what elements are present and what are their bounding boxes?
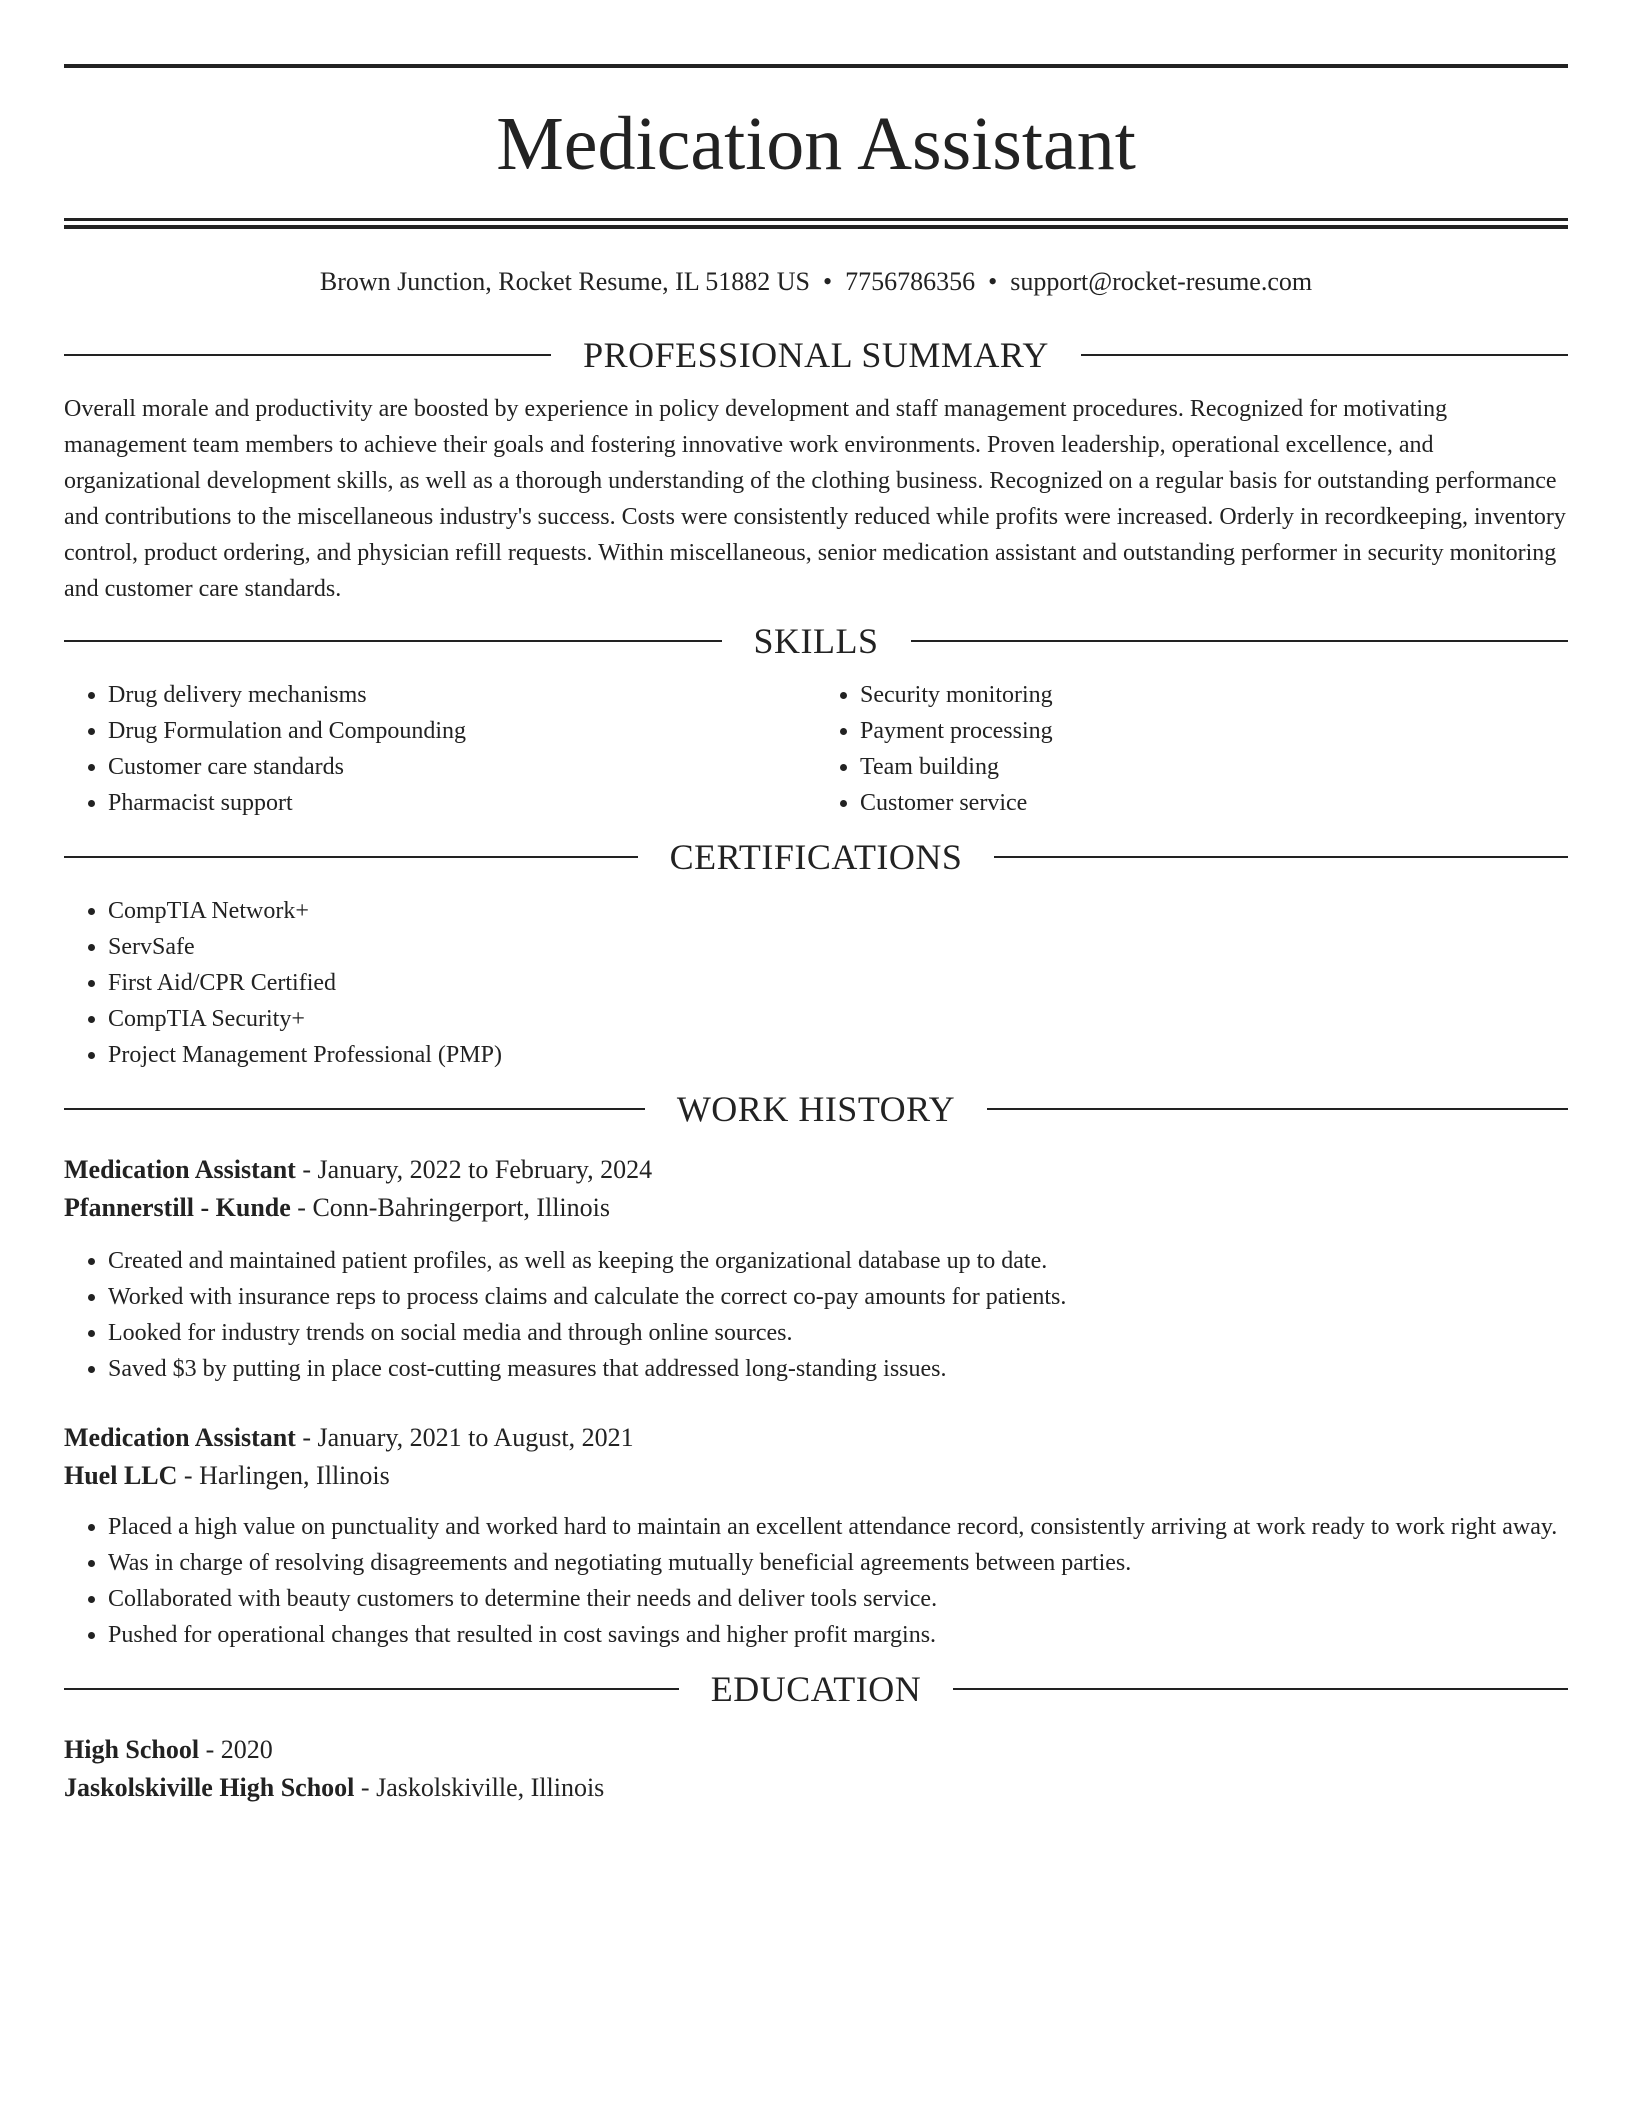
job-company-line bbox=[64, 1189, 1568, 1227]
education-school: Jaskolskiville High School bbox=[64, 1773, 355, 1802]
certifications-list bbox=[64, 893, 1568, 1073]
contact-line bbox=[64, 265, 1568, 299]
job-title: Medication Assistant bbox=[64, 1423, 296, 1452]
education-heading: EDUCATION bbox=[710, 1669, 922, 1709]
contact-address: Brown Junction, Rocket Resume, IL 51882 US bbox=[319, 267, 810, 296]
job-bullets bbox=[64, 1243, 1568, 1387]
education-dash: - bbox=[354, 1773, 377, 1802]
section-rule bbox=[953, 1688, 1568, 1690]
section-rule bbox=[911, 640, 1569, 642]
skill-item: • Team building bbox=[860, 749, 1568, 785]
candidate-name: Medication Assistant bbox=[496, 102, 1136, 186]
education-degree: High School bbox=[64, 1735, 200, 1764]
job-dash: - bbox=[295, 1155, 318, 1184]
skill-item: • Drug Formulation and Compounding bbox=[108, 713, 816, 749]
job-title-line bbox=[64, 1419, 1568, 1457]
contact-phone: 7756786356 bbox=[845, 267, 976, 296]
section-rule bbox=[64, 856, 638, 858]
certifications-heading: CERTIFICATIONS bbox=[669, 837, 963, 877]
skills-grid bbox=[64, 677, 1568, 821]
section-rule bbox=[64, 640, 722, 642]
job-bullet: • Placed a high value on punctuality and worked hard to maintain an excellent attendance record, consistently arriving at work ready to work right away. bbox=[108, 1509, 1568, 1545]
summary-heading: PROFESSIONAL SUMMARY bbox=[583, 335, 1049, 375]
section-rule bbox=[64, 1108, 645, 1110]
job-entry bbox=[64, 1419, 1568, 1653]
job-bullet: • Worked with insurance reps to process claims and calculate the correct co-pay amounts for patients. bbox=[108, 1279, 1568, 1315]
skills-section-header bbox=[64, 619, 1568, 663]
skill-item: • Security monitoring bbox=[860, 677, 1568, 713]
certifications-section-header bbox=[64, 835, 1568, 879]
work-heading: WORK HISTORY bbox=[676, 1089, 956, 1129]
job-company: Pfannerstill - Kunde bbox=[64, 1193, 291, 1222]
job-bullet: • Pushed for operational changes that resulted in cost savings and higher profit margins. bbox=[108, 1617, 1568, 1653]
job-bullet: • Created and maintained patient profiles, as well as keeping the organizational database up to date. bbox=[108, 1243, 1568, 1279]
education-dash: - bbox=[199, 1735, 221, 1764]
contact-separator: • bbox=[988, 267, 998, 296]
job-dates: January, 2022 to February, 2024 bbox=[317, 1155, 653, 1184]
job-entry bbox=[64, 1151, 1568, 1387]
contact-separator: • bbox=[822, 267, 833, 296]
job-title: Medication Assistant bbox=[64, 1155, 296, 1184]
section-rule bbox=[987, 1108, 1568, 1110]
job-company: Huel LLC bbox=[64, 1461, 178, 1490]
skill-item: • Drug delivery mechanisms bbox=[108, 677, 816, 713]
certification-item: • First Aid/CPR Certified bbox=[108, 965, 1568, 1001]
education-school-line bbox=[64, 1769, 1568, 1807]
skill-item: • Customer care standards bbox=[108, 749, 816, 785]
job-location: Conn-Bahringerport, Illinois bbox=[312, 1193, 610, 1222]
job-dates: January, 2021 to August, 2021 bbox=[317, 1423, 634, 1452]
section-rule bbox=[1081, 354, 1568, 356]
job-dash: - bbox=[290, 1193, 313, 1222]
skills-list-right bbox=[816, 677, 1568, 821]
certification-item: • CompTIA Network+ bbox=[108, 893, 1568, 929]
section-rule bbox=[64, 1688, 679, 1690]
certification-item: • CompTIA Security+ bbox=[108, 1001, 1568, 1037]
summary-text: Overall morale and productivity are boosted by experience in policy development and staff management procedures. Recognized for motivating management team members to achieve their goals and fostering innovative work environments. Proven leadership, operational excellence, and organizational development skills, as well as a thorough understanding of the clothing business. Recognized on a regular basis for outstanding performance and contributions to the miscellaneous industry's success. Costs were consistently reduced while profits were increased. Orderly in recordkeeping, inventory control, product ordering, and physician refill requests. Within miscellaneous, senior medication assistant and outstanding performer in security monitoring and customer care standards. bbox=[64, 396, 1566, 602]
job-company-line bbox=[64, 1457, 1568, 1495]
header-double-rule bbox=[64, 218, 1568, 229]
contact-email: support@rocket-resume.com bbox=[1010, 267, 1313, 296]
job-bullet: • Was in charge of resolving disagreements and negotiating mutually beneficial agreements between parties. bbox=[108, 1545, 1568, 1581]
job-bullets bbox=[64, 1509, 1568, 1653]
skill-item: • Customer service bbox=[860, 785, 1568, 821]
education-year: 2020 bbox=[220, 1735, 273, 1764]
education-location: Jaskolskiville, Illinois bbox=[376, 1773, 605, 1802]
skill-item: • Payment processing bbox=[860, 713, 1568, 749]
certification-item: • Project Management Professional (PMP) bbox=[108, 1037, 1568, 1073]
certification-item: • ServSafe bbox=[108, 929, 1568, 965]
job-location: Harlingen, Illinois bbox=[199, 1461, 390, 1490]
education-degree-line bbox=[64, 1731, 1568, 1769]
summary-section-header bbox=[64, 333, 1568, 377]
job-title-line bbox=[64, 1151, 1568, 1189]
top-rule bbox=[64, 64, 1568, 68]
job-dash: - bbox=[177, 1461, 200, 1490]
skill-item: • Pharmacist support bbox=[108, 785, 816, 821]
skills-heading: SKILLS bbox=[753, 621, 879, 661]
job-bullet: • Saved $3 by putting in place cost-cutting measures that addressed long-standing issues. bbox=[108, 1351, 1568, 1387]
section-rule bbox=[64, 354, 551, 356]
job-bullet: • Collaborated with beauty customers to determine their needs and deliver tools service. bbox=[108, 1581, 1568, 1617]
job-dash: - bbox=[295, 1423, 318, 1452]
job-bullet: • Looked for industry trends on social media and through online sources. bbox=[108, 1315, 1568, 1351]
work-section-header bbox=[64, 1087, 1568, 1131]
section-rule bbox=[994, 856, 1568, 858]
skills-list-left bbox=[64, 677, 816, 821]
education-entry bbox=[64, 1731, 1568, 1807]
education-section-header bbox=[64, 1667, 1568, 1711]
